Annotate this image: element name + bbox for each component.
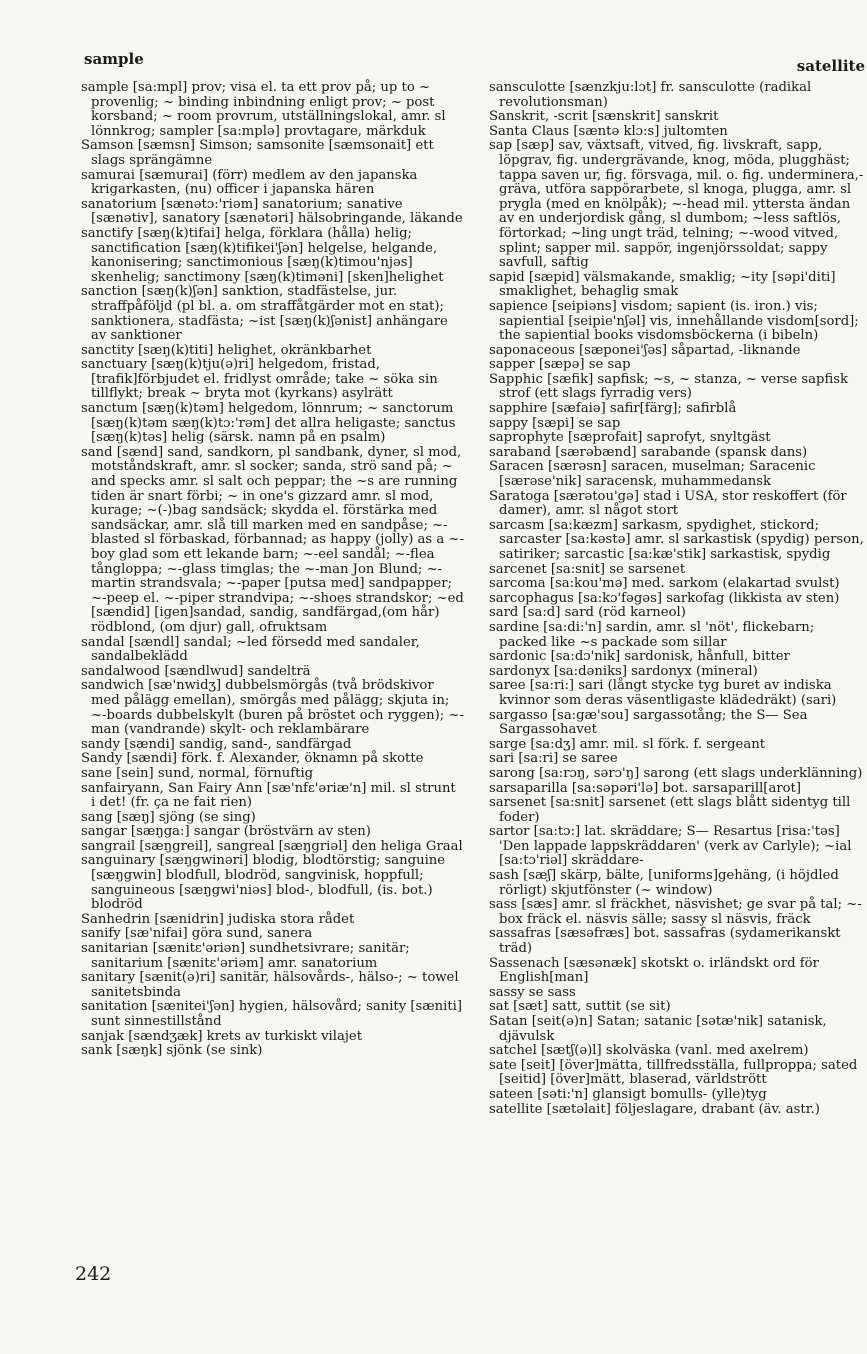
dictionary-entry: sass [sæs] amr. sl fräckhet, näsvishet; ge svar på tal; ~-box fräck el. näsvis sälle; sassy sl näsvis, fräck bbox=[489, 897, 862, 927]
dictionary-entry: sap [sæp] sav, växtsaft, vitved, fig. livskraft, sapp, löpgrav, fig. undergrävande, knog, möda, plugghäst; tappa saven ur, fig. försvaga, mil. o. fig. underminera,-gräva, utföra sappörarbete, sl knoga, plugga, amr. sl prygla (med en knölpåk); ~-head mil. yttersta ändan av en underjordisk gång, sl dumbom; ~less saftlös, förtorkad; ~ling ungt träd, telning; ~-wood vitved, splint; sapper mil. sappör, ingenjörssoldat; sappy savfull, saftig bbox=[489, 138, 864, 271]
dictionary-entry: sanitarian [sænitɛ'əriən] sundhetsivrare; sanitär; sanitarium [sænitɛ'əriəm] amr. sanatorium bbox=[81, 941, 410, 971]
dictionary-entry: samurai [sæmurai] (förr) medlem av den japanska krigarkasten, (nu) officer i japanska hären bbox=[81, 167, 418, 198]
dictionary-entry: sarsaparilla [sa:səpəri'lə] bot. sarsaparill[arot] bbox=[489, 780, 802, 796]
dictionary-entry: sanitation [sænitei'ʃən] hygien, hälsovård; sanity [sæniti] sunt sinnestillstånd bbox=[81, 999, 463, 1029]
dictionary-entry: sassafras [sæsəfræs] bot. sassafras (sydamerikanskt träd) bbox=[489, 926, 841, 957]
guide-word-right: satellite bbox=[796, 57, 865, 75]
dictionary-entry: sarsenet [sa:snit] sarsenet (ett slags blått sidentyg till foder) bbox=[489, 795, 851, 825]
dictionary-entry: sari [sa:ri] se saree bbox=[489, 751, 618, 767]
dictionary-entry: sapience [seipiəns] visdom; sapient (is. iron.) vis; sapiential [seipie'nʃəl] vis, innehållande visdom[sord]; the sapiential books visdomsböckerna (i bibeln) bbox=[489, 298, 859, 344]
right-column bbox=[489, 81, 865, 1117]
dictionary-entry: sardonyx [sa:dəniks] sardonyx (mineral) bbox=[489, 663, 758, 679]
dictionary-entry: sapper [sæpə] se sap bbox=[489, 357, 631, 373]
dictionary-entry: sanitary [sænit(ə)ri] sanitär, hälsovårds-, hälso-; ~ towel sanitetsbinda bbox=[81, 970, 459, 1000]
dictionary-entry: satellite [sætəlait] följeslagare, drabant (äv. astr.) bbox=[489, 1101, 820, 1117]
dictionary-entry: sandy [sændi] sandig, sand-, sandfärgad bbox=[81, 736, 352, 752]
dictionary-entry: sarge [sa:dʒ] amr. mil. sl förk. f. sergeant bbox=[489, 736, 765, 752]
dictionary-entry: saraband [særəbænd] sarabande (spansk dans) bbox=[489, 444, 808, 460]
dictionary-entry: sand [sænd] sand, sandkorn, pl sandbank, dyner, sl mod, motståndskraft, amr. sl socker; sanda, strö sand på; ~ and specks amr. sl salt och peppar; the ~s are running tiden är snart förbi; ~ in one's gizzard amr. sl mod, kurage; ~(-)bag sandsäck; skydda el. förstärka med sandsäckar, amr. slå till marken med en sandpåse; ~-blasted sl förbaskad, förbannad; as happy (jolly) as a ~-boy glad som ett lekande barn; ~-eel sandål; ~-flea tångloppa; ~-glass timglas; the ~-man Jon Blund; ~-martin strandsvala; ~-paper [putsa med] sandpapper; ~-peep el. ~-piper strandvipa; ~-shoes strandskor; ~ed [sændid] [igen]sandad, sandig, sandfärgad,(om hår) rödblond, (om djur) gall, ofruktsam bbox=[81, 444, 464, 635]
dictionary-entry: saprophyte [sæprofait] saprofyt, snyltgäst bbox=[489, 430, 771, 446]
dictionary-entry: sarong [sa:rɔŋ, sərɔ'ŋ] sarong (ett slags underklänning) bbox=[489, 765, 863, 781]
dictionary-entry: sassy se sass bbox=[489, 984, 576, 1000]
dictionary-entry: sat [sæt] satt, suttit (se sit) bbox=[489, 999, 671, 1015]
dictionary-entry: sardonic [sa:dɔ'nik] sardonisk, hånfull, bitter bbox=[489, 649, 790, 665]
dictionary-entry: sandal [sændl] sandal; ~led försedd med sandaler, sandalbeklädd bbox=[81, 634, 420, 665]
dictionary-entry: sane [sein] sund, normal, förnuftig bbox=[81, 765, 314, 781]
dictionary-entry: sank [sæŋk] sjönk (se sink) bbox=[81, 1043, 263, 1059]
dictionary-entry: saponaceous [sæponei'ʃəs] såpartad, -liknande bbox=[489, 342, 801, 358]
dictionary-entry: sang [sæŋ] sjöng (se sing) bbox=[81, 809, 256, 825]
dictionary-entry: sanjak [sændʒæk] krets av turkiskt vilajet bbox=[81, 1028, 363, 1044]
guide-word-left: sample bbox=[84, 50, 144, 68]
dictionary-entry: saree [sa:ri:] sari (långt stycke tyg buret av indiska kvinnor som deras väsentligaste klädedräkt) (sari) bbox=[489, 678, 837, 708]
dictionary-entry: sangrail [sæŋgreil], sangreal [sæŋgriəl] den heliga Graal bbox=[81, 838, 463, 854]
left-column bbox=[81, 81, 464, 1059]
dictionary-entry: sarcoma [sa:kou'mə] med. sarkom (elakartad svulst) bbox=[489, 576, 840, 592]
dictionary-entry: sargasso [sa:gæ'sou] sargassotång; the S— Sea Sargassohavet bbox=[489, 707, 808, 738]
dictionary-entry: sard [sa:d] sard (röd karneol) bbox=[489, 605, 686, 621]
dictionary-entry: sanctuary [sæŋ(k)tju(ə)ri] helgedom, fristad, [trafik]förbjudet el. fridlyst område; take ~ söka sin tillflykt; break ~ bryta mot (kyrkans) asylrätt bbox=[81, 357, 438, 402]
dictionary-entry: Sassenach [sæsənæk] skotskt o. irländskt ord för English[man] bbox=[489, 955, 819, 986]
dictionary-entry: sanatorium [sænətɔ:'riəm] sanatorium; sanative [sænətiv], sanatory [sænətəri] hälsobringande, läkande bbox=[81, 196, 463, 227]
dictionary-entry: sanctify [sæŋ(k)tifai] helga, förklara (hålla) helig; sanctification [sæŋ(k)tifikei'ʃən] helgelse, helgande, kanonisering; sanctimonious [sæŋ(k)timou'njəs] skenhelig; sanctimony [sæŋ(k)timəni] [sken]helighet bbox=[81, 225, 444, 285]
dictionary-entry: Samson [sæmsn] Simson; samsonite [sæmsonait] ett slags sprängämne bbox=[81, 138, 434, 168]
dictionary-entry: Sanhedrin [sænidrin] judiska stora rådet bbox=[81, 911, 355, 927]
dictionary-entry: sarcenet [sa:snit] se sarsenet bbox=[489, 561, 686, 577]
dictionary-entry: sample [sa:mpl] prov; visa el. ta ett prov på; up to ~ provenlig; ~ binding inbindning enligt prov; ~ post korsband; ~ room provrum, utställningslokal, amr. sl lönnkrog; sampler [sa:mplə] provtagare, märkduk bbox=[81, 80, 446, 139]
dictionary-entry: sanify [sæ'nifai] göra sund, sanera bbox=[81, 926, 313, 942]
dictionary-entry: Santa Claus [sæntə klɔ:s] jultomten bbox=[489, 123, 728, 139]
page-number: 242 bbox=[75, 1263, 112, 1285]
dictionary-entry: Sanskrit, -scrit [sænskrit] sanskrit bbox=[489, 109, 719, 125]
dictionary-entry: Satan [seit(ə)n] Satan; satanic [sətæ'nik] satanisk, djävulsk bbox=[489, 1014, 827, 1044]
dictionary-entry: sartor [sa:tɔ:] lat. skräddare; S— Resartus [risa:'təs] 'Den lappade lappskräddaren' (verk av Carlyle); ~ial [sa:tɔ'riəl] skräddare- bbox=[489, 824, 852, 869]
dictionary-entry: sate [seit] [över]mätta, tillfredsställa, fullproppa; sated [seitid] [över]mätt, blaserad, världstrött bbox=[489, 1057, 858, 1088]
dictionary-entry: Saratoga [særətou'gə] stad i USA, stor reskoffert (för damer), amr. sl något stort bbox=[489, 488, 847, 519]
dictionary-entry: sash [sæʃ] skärp, bälte, [uniforms]gehäng, (i höjdled rörligt) skjutfönster (~ window) bbox=[489, 868, 839, 898]
dictionary-entry: sardine [sa:di:'n] sardin, amr. sl 'nöt', flickebarn; packed like ~s packade som sillar bbox=[489, 619, 815, 650]
dictionary-entry: Saracen [særəsn] saracen, muselman; Saracenic [særəse'nik] saracensk, muhammedansk bbox=[489, 459, 816, 490]
dictionary-entry: sateen [səti:'n] glansigt bomulls- (ylle)tyg bbox=[489, 1086, 767, 1102]
dictionary-entry: sansculotte [sænzkju:lɔt] fr. sansculotte (radikal revolutionsman) bbox=[489, 80, 812, 110]
dictionary-entry: sarcophagus [sa:kɔ'fəgəs] sarkofag (likkista av sten) bbox=[489, 590, 840, 606]
dictionary-entry: sanfairyann, San Fairy Ann [sæ'nfɛ'əriæ'n] mil. sl strunt i det! (fr. ça ne fait rien) bbox=[81, 780, 456, 811]
dictionary-entry: sarcasm [sa:kæzm] sarkasm, spydighet, stickord; sarcaster [sa:kəstə] amr. sl sarkastisk (spydig) person, satiriker; sarcastic [sa:kæ'stik] sarkastisk, spydig bbox=[489, 517, 864, 562]
dictionary-entry: satchel [sætʃ(ə)l] skolväska (vanl. med axelrem) bbox=[489, 1043, 809, 1059]
dictionary-entry: sapphire [sæfaiə] safir[färg]; safirblå bbox=[489, 401, 737, 417]
dictionary-entry: Sapphic [sæfik] sapfisk; ~s, ~ stanza, ~ verse sapfisk strof (ett slags fyrradig vers) bbox=[489, 371, 849, 402]
dictionary-entry: Sandy [sændi] förk. f. Alexander, öknamn på skotte bbox=[81, 751, 424, 767]
dictionary-entry: sanctum [sæŋ(k)təm] helgedom, lönnrum; ~ sanctorum [sæŋ(k)təm sæŋ(k)tɔ:'rəm] det allra heligaste; sanctus [sæŋ(k)təs] helig (särsk. namn på en psalm) bbox=[81, 401, 456, 446]
dictionary-entry: sapid [sæpid] välsmakande, smaklig; ~ity [səpi'diti] smaklighet, behaglig smak bbox=[489, 269, 836, 300]
dictionary-entry: sangar [sæŋga:] sangar (bröstvärn av sten) bbox=[81, 824, 371, 840]
dictionary-entry: sandwich [sæ'nwidʒ] dubbelsmörgås (två brödskivor med pålägg emellan), smörgås med pålägg; skjuta in; ~-boards dubbelskylt (buren på bröstet och ryggen); ~-man (vandrande) skylt- och reklambärare bbox=[81, 678, 464, 738]
dictionary-entry: sappy [sæpi] se sap bbox=[489, 415, 621, 431]
dictionary-entry: sanguinary [sæŋgwinəri] blodig, blodtörstig; sanguine [sæŋgwin] blodfull, blodröd, sangvinisk, hoppfull; sanguineous [sæŋgwi'niəs] blod-, blodfull, (is. bot.) blodröd bbox=[81, 853, 446, 913]
dictionary-entry: sanctity [sæŋ(k)titi] helighet, okränkbarhet bbox=[81, 342, 372, 358]
dictionary-entry: sanction [sæŋ(k)ʃən] sanktion, stadfästelse, jur. straffpåföljd (pl bl. a. om straffåtgärder mot en stat); sanktionera, stadfästa; ~ist [sæŋ(k)ʃənist] anhängare av sanktioner bbox=[81, 284, 448, 344]
dictionary-entry: sandalwood [sændlwud] sandelträ bbox=[81, 663, 311, 679]
